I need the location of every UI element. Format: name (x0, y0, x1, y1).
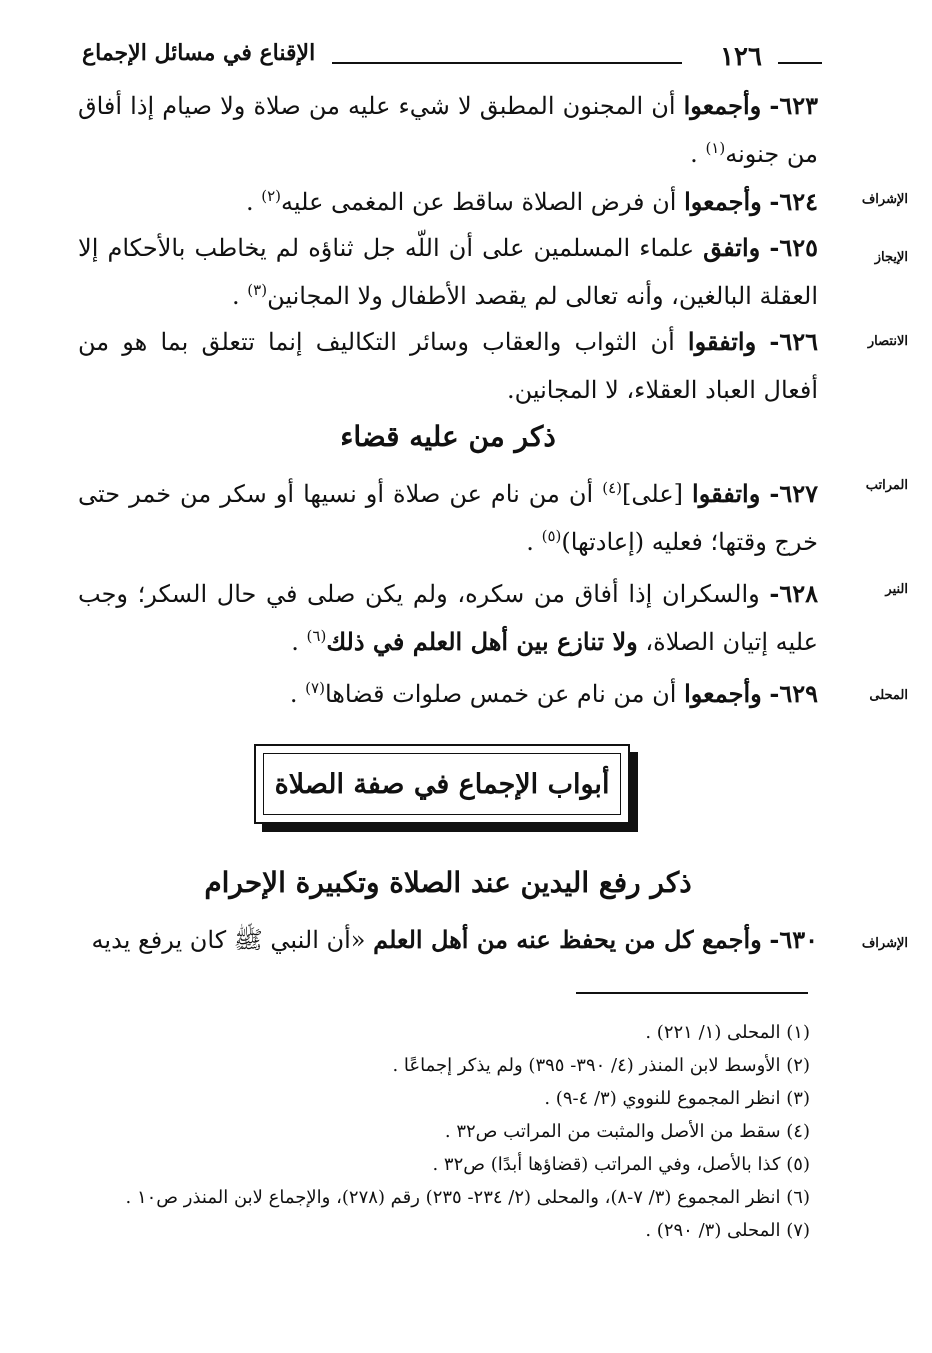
footnote-ref: (٦) (306, 627, 327, 645)
entry-lead: واتفقوا (692, 479, 761, 508)
footnote: (٤) سقط من الأصل والمثبت من المراتب ص٣٢ . (444, 1121, 810, 1142)
entry-end: . (245, 188, 254, 216)
source-label: الإشراف (861, 192, 908, 207)
entry-end: . (690, 140, 698, 168)
book-title: الإقناع في مسائل الإجماع (82, 40, 316, 66)
entry-text: أن المجنون المطبق لا شيء عليه من صلاة ولا صيام إذا أفاق من جنونه (78, 92, 818, 168)
entry-text: «أن النبي ﷺ كان يرفع يديه (91, 926, 366, 954)
source-label: النير (885, 582, 908, 597)
running-header (82, 36, 822, 76)
entry-insert: [على] (622, 480, 684, 508)
footnote-separator (576, 992, 808, 994)
section-heading: ذكر رفع اليدين عند الصلاة وتكبيرة الإحرام (204, 866, 692, 899)
entry-lead: واتفقوا (687, 327, 757, 356)
header-dash (778, 62, 822, 64)
footnote-ref: (٧) (305, 679, 325, 697)
footnote-ref: (١) (705, 139, 726, 157)
footnote: (٣) انظر المجموع للنووي (٣/ ٤-٩) . (544, 1088, 810, 1109)
page-number: ١٢٦ (720, 42, 762, 72)
footnote: (٧) المحلى (٣/ ٢٩٠) . (645, 1220, 810, 1241)
chapter-title-box (254, 744, 630, 824)
footnote: (٦) انظر المجموع (٣/ ٧-٨)، والمحلى (٢/ ٢٣٤- ٢٣٥) رقم (٢٧٨)، والإجماع لابن المنذر ص١٠ . (125, 1187, 810, 1208)
source-label: الانتصار (867, 334, 908, 349)
footnote: (١) المحلى (١/ ٢٢١) . (645, 1022, 810, 1043)
entry-text: أن فرض الصلاة ساقط عن المغمى عليه (281, 188, 677, 216)
entry-lead: وأجمعوا (683, 91, 762, 120)
entry-lead: وأجمعوا (684, 679, 762, 708)
entry-end: . (526, 528, 534, 556)
entry-629 (78, 670, 818, 718)
header-rule (332, 62, 682, 64)
source-label: الإيجاز (874, 250, 908, 265)
entry-number: ٦٢٤- (769, 187, 818, 216)
entry-number: ٦٢٦- (769, 327, 818, 356)
footnotes (70, 1016, 810, 1247)
entry-623 (78, 82, 818, 178)
entry-text: علماء المسلمين على أن اللّه جل ثناؤه لم يخاطب بالأحكام إلا العقلة البالغين، وأنه تعالى لم يقصد الأطفال ولا المجانين (78, 234, 818, 310)
entry-text: أن من نام عن صلاة أو نسيها أو سكر من خمر حتى خرج وقتها؛ فعليه (إعادتها) (78, 480, 818, 556)
entry-text: أن الثواب والعقاب وسائر التكاليف إنما تتعلق بما هو من أفعال العباد العقلاء، لا المجانين. (78, 328, 818, 404)
entry-end: . (232, 282, 240, 310)
entry-number: ٦٢٧- (769, 479, 818, 508)
entry-627 (78, 470, 818, 566)
entry-bold-text: ولا تنازع بين أهل العلم في ذلك (326, 627, 638, 656)
footnote-ref: (٥) (541, 527, 562, 545)
entry-624 (78, 178, 818, 226)
footnote-ref: (٣) (247, 281, 268, 299)
footnote-ref: (٤) (602, 479, 623, 497)
entry-number: ٦٣٠- (769, 925, 818, 954)
entry-628 (78, 570, 818, 666)
entry-text: أن من نام عن خمس صلوات قضاها (324, 680, 677, 708)
entry-end: . (289, 680, 298, 708)
footnote: (٥) كذا بالأصل، وفي المراتب (قضاؤها أبدًا) ص٣٢ . (432, 1154, 810, 1175)
entry-number: ٦٢٥- (769, 233, 818, 262)
footnote-ref: (٢) (261, 187, 282, 205)
source-label: الإشراف (861, 936, 908, 951)
entry-end: . (291, 628, 299, 656)
entry-lead: وأجمعوا (684, 187, 762, 216)
source-label: المراتب (865, 478, 908, 493)
entry-lead: واتفق (703, 233, 761, 262)
entry-number: ٦٢٩- (769, 679, 818, 708)
chapter-title: أبواب الإجماع في صفة الصلاة (263, 753, 621, 815)
entry-number: ٦٢٣- (769, 91, 818, 120)
entry-number: ٦٢٨- (769, 579, 818, 608)
footnote: (٢) الأوسط لابن المنذر (٤/ ٣٩٠- ٣٩٥) ولم يذكر إجماعًا . (392, 1055, 810, 1076)
entry-text: والسكران إذا أفاق من سكره، ولم يكن صلى في حال السكر؛ وجب عليه إتيان الصلاة، (78, 580, 818, 656)
entry-625 (78, 224, 818, 320)
section-heading: ذكر من عليه قضاء (340, 420, 556, 453)
source-label: المحلى (869, 688, 908, 703)
entry-626 (78, 318, 818, 414)
entry-lead: وأجمع كل من يحفظ عنه من أهل العلم (373, 925, 762, 954)
entry-630 (78, 916, 818, 964)
